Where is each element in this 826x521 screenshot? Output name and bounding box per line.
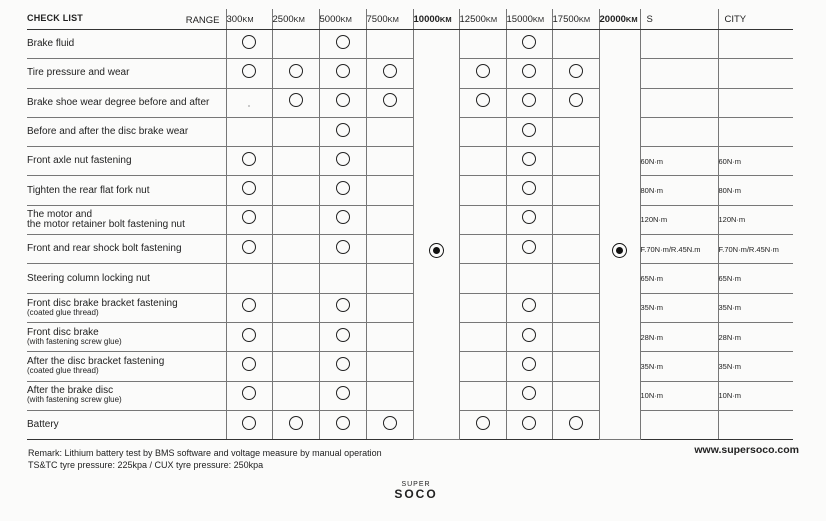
mark-cell xyxy=(272,117,319,146)
tyre-pressure-text: TS&TC tyre pressure: 225kpa / CUX tyre pressure: 250kpa xyxy=(28,460,264,470)
item-cell xyxy=(27,205,226,234)
torque-city-cell: 28N·m xyxy=(718,322,793,351)
remark-block xyxy=(28,447,382,471)
item-sublabel: (coated glue thread) xyxy=(27,307,99,317)
mark-cell xyxy=(226,322,272,351)
item-label: Tire pressure and wear xyxy=(27,67,130,79)
mark-cell xyxy=(226,147,272,176)
mark-cell xyxy=(226,352,272,381)
check-circle-mark xyxy=(336,328,350,342)
mark-cell xyxy=(366,264,413,293)
item-label: Front and rear shock bolt fastening xyxy=(27,243,182,255)
mark-cell xyxy=(319,264,366,293)
check-circle-mark xyxy=(522,416,536,430)
check-circle-mark xyxy=(522,181,536,195)
faint-dot-mark xyxy=(248,105,250,107)
item-sublabel: (with fastening screw glue) xyxy=(27,336,122,346)
mark-cell xyxy=(272,381,319,410)
mark-cell xyxy=(459,235,506,264)
mark-cell xyxy=(506,235,552,264)
check-circle-mark xyxy=(569,64,583,78)
mark-cell xyxy=(506,205,552,234)
torque-city-cell: F.70N·m/R.45N·m xyxy=(718,235,793,264)
table-row xyxy=(27,59,793,88)
check-circle-mark xyxy=(242,181,256,195)
item-label: Tighten the rear flat fork nut xyxy=(27,184,150,196)
mark-cell xyxy=(459,117,506,146)
interval-unit: KM xyxy=(578,14,591,24)
header-row xyxy=(27,9,793,30)
item-cell xyxy=(27,264,226,293)
remark-text: Remark: Lithium battery test by BMS software and voltage measure by manual operation xyxy=(28,448,382,458)
item-cell xyxy=(27,30,226,59)
mark-cell xyxy=(272,264,319,293)
torque-city-cell: 80N·m xyxy=(718,176,793,205)
interval-header-4 xyxy=(413,9,459,30)
mark-cell xyxy=(552,264,599,293)
mark-cell xyxy=(366,322,413,351)
mark-cell xyxy=(459,59,506,88)
mark-cell xyxy=(506,381,552,410)
mark-cell xyxy=(459,381,506,410)
mark-cell xyxy=(319,205,366,234)
interval-unit: KM xyxy=(439,14,452,24)
check-circle-mark xyxy=(242,298,256,312)
item-cell xyxy=(27,410,226,439)
mark-cell xyxy=(552,205,599,234)
interval-header-3 xyxy=(366,9,413,30)
torque-s-cell: 35N·m xyxy=(640,352,718,381)
mark-cell xyxy=(459,293,506,322)
mark-cell xyxy=(552,59,599,88)
item-label: Battery xyxy=(27,419,59,430)
check-circle-mark xyxy=(336,298,350,312)
check-circle-mark xyxy=(383,64,397,78)
interval-header-2 xyxy=(319,9,366,30)
item-label: After the brake disc xyxy=(27,385,114,397)
mark-cell xyxy=(506,176,552,205)
full-inspection-mark xyxy=(429,243,444,258)
table-row xyxy=(27,381,793,410)
item-cell xyxy=(27,88,226,117)
mark-cell xyxy=(366,410,413,439)
check-circle-mark xyxy=(242,152,256,166)
check-circle-mark xyxy=(569,416,583,430)
item-cell xyxy=(27,293,226,322)
mark-cell xyxy=(226,205,272,234)
mark-cell xyxy=(319,381,366,410)
mark-cell xyxy=(272,176,319,205)
mark-cell xyxy=(459,322,506,351)
torque-city-cell: 35N·m xyxy=(718,352,793,381)
mark-cell xyxy=(459,147,506,176)
interval-unit: KM xyxy=(387,14,399,24)
torque-s-cell xyxy=(640,117,718,146)
torque-s-cell: 120N·m xyxy=(640,205,718,234)
mark-cell xyxy=(226,88,272,117)
torque-city-cell xyxy=(718,410,793,439)
full-inspection-mark xyxy=(612,243,627,258)
torque-s-cell: 65N·m xyxy=(640,264,718,293)
check-circle-mark xyxy=(242,357,256,371)
interval-column-4 xyxy=(413,30,459,440)
check-circle-mark xyxy=(522,152,536,166)
mark-cell xyxy=(552,381,599,410)
interval-unit: KM xyxy=(293,14,305,24)
torque-s-cell: 60N·m xyxy=(640,147,718,176)
mark-cell xyxy=(366,30,413,59)
mark-cell xyxy=(459,264,506,293)
check-circle-mark xyxy=(522,64,536,78)
range-label: RANGE xyxy=(185,14,220,26)
mark-cell xyxy=(366,381,413,410)
mark-cell xyxy=(272,235,319,264)
item-cell xyxy=(27,176,226,205)
mark-cell xyxy=(506,410,552,439)
check-circle-mark xyxy=(242,386,256,400)
checklist-title: CHECK LIST xyxy=(27,12,83,23)
mark-cell xyxy=(319,117,366,146)
checklist-header-cell xyxy=(27,9,226,30)
torque-city-cell xyxy=(718,59,793,88)
check-circle-mark xyxy=(522,123,536,137)
maintenance-checklist-table xyxy=(27,9,793,440)
table-row xyxy=(27,176,793,205)
item-label: Brake shoe wear degree before and after xyxy=(27,96,210,108)
table-row xyxy=(27,293,793,322)
item-label: Front disc brake bracket fastening xyxy=(27,297,178,309)
check-circle-mark xyxy=(336,64,350,78)
check-circle-mark xyxy=(242,416,256,430)
check-circle-mark xyxy=(522,210,536,224)
mark-cell xyxy=(506,322,552,351)
mark-cell xyxy=(552,235,599,264)
mark-cell xyxy=(366,147,413,176)
torque-city-cell: 120N·m xyxy=(718,205,793,234)
mark-cell xyxy=(272,147,319,176)
mark-cell xyxy=(552,176,599,205)
item-sublabel: (coated glue thread) xyxy=(27,366,99,376)
interval-unit: KM xyxy=(485,14,498,24)
interval-value: 300 xyxy=(226,13,243,25)
mark-cell xyxy=(506,88,552,117)
mark-cell xyxy=(552,30,599,59)
mark-cell xyxy=(226,176,272,205)
torque-s-cell xyxy=(640,30,718,59)
mark-cell xyxy=(506,352,552,381)
item-label: Front axle nut fastening xyxy=(27,155,132,167)
check-circle-mark xyxy=(336,123,350,137)
table-row xyxy=(27,30,793,59)
item-cell xyxy=(27,352,226,381)
torque-s-cell: 35N·m xyxy=(640,293,718,322)
torque-city-cell: 65N·m xyxy=(718,264,793,293)
check-circle-mark xyxy=(522,328,536,342)
table-row xyxy=(27,147,793,176)
interval-header-7 xyxy=(552,9,599,30)
interval-unit: KM xyxy=(625,14,638,24)
mark-cell xyxy=(506,264,552,293)
mark-cell xyxy=(459,410,506,439)
mark-cell xyxy=(506,59,552,88)
mark-cell xyxy=(552,147,599,176)
mark-cell xyxy=(319,410,366,439)
torque-s-cell: 28N·m xyxy=(640,322,718,351)
mark-cell xyxy=(366,293,413,322)
mark-cell xyxy=(366,176,413,205)
check-circle-mark xyxy=(289,64,303,78)
super-soco-logo xyxy=(386,481,446,501)
mark-cell xyxy=(552,410,599,439)
mark-cell xyxy=(319,352,366,381)
mark-cell xyxy=(226,117,272,146)
mark-cell xyxy=(366,117,413,146)
item-label: The motor and xyxy=(27,208,93,220)
check-circle-mark xyxy=(289,416,303,430)
torque-city-cell xyxy=(718,117,793,146)
mark-cell xyxy=(459,88,506,117)
interval-header-0 xyxy=(226,9,272,30)
mark-cell xyxy=(272,322,319,351)
check-circle-mark xyxy=(522,93,536,107)
column-city-header xyxy=(718,9,793,30)
interval-value: 2500 xyxy=(272,13,294,25)
mark-cell xyxy=(459,30,506,59)
mark-cell xyxy=(366,235,413,264)
mark-cell xyxy=(272,352,319,381)
mark-cell xyxy=(366,352,413,381)
mark-cell xyxy=(366,205,413,234)
interval-unit: KM xyxy=(532,14,545,24)
item-cell xyxy=(27,117,226,146)
check-circle-mark xyxy=(336,357,350,371)
item-label-line2: the motor retainer bolt fastening nut xyxy=(27,218,185,230)
mark-cell xyxy=(272,293,319,322)
check-circle-mark xyxy=(242,240,256,254)
interval-value: 10000 xyxy=(413,13,440,25)
check-circle-mark xyxy=(336,35,350,49)
check-circle-mark xyxy=(476,64,490,78)
mark-cell xyxy=(506,147,552,176)
check-circle-mark xyxy=(522,35,536,49)
torque-city-cell: 10N·m xyxy=(718,381,793,410)
mark-cell xyxy=(319,88,366,117)
mark-cell xyxy=(319,322,366,351)
mark-cell xyxy=(366,59,413,88)
check-circle-mark xyxy=(336,416,350,430)
check-circle-mark xyxy=(522,240,536,254)
torque-city-cell xyxy=(718,30,793,59)
check-circle-mark xyxy=(336,386,350,400)
check-circle-mark xyxy=(383,93,397,107)
mark-cell xyxy=(226,293,272,322)
interval-header-8 xyxy=(599,9,640,30)
torque-s-cell: 10N·m xyxy=(640,381,718,410)
check-circle-mark xyxy=(336,93,350,107)
mark-cell xyxy=(226,30,272,59)
mark-cell xyxy=(226,59,272,88)
item-label: Steering column locking nut xyxy=(27,272,150,284)
item-label: After the disc bracket fastening xyxy=(27,356,165,368)
interval-header-6 xyxy=(506,9,552,30)
mark-cell xyxy=(319,147,366,176)
mark-cell xyxy=(506,117,552,146)
mark-cell xyxy=(226,235,272,264)
item-label: Before and after the disc brake wear xyxy=(27,126,189,138)
mark-cell xyxy=(319,30,366,59)
mark-cell xyxy=(226,264,272,293)
mark-cell xyxy=(226,410,272,439)
column-label: S xyxy=(646,13,653,25)
item-label: Front disc brake xyxy=(27,326,99,338)
check-circle-mark xyxy=(242,328,256,342)
check-circle-mark xyxy=(242,210,256,224)
logo-soco-text: SOCO xyxy=(394,487,438,501)
torque-city-cell: 35N·m xyxy=(718,293,793,322)
item-cell xyxy=(27,147,226,176)
mark-cell xyxy=(319,59,366,88)
check-circle-mark xyxy=(522,386,536,400)
check-circle-mark xyxy=(336,210,350,224)
mark-cell xyxy=(272,59,319,88)
check-circle-mark xyxy=(336,152,350,166)
interval-unit: KM xyxy=(340,14,352,24)
column-label: CITY xyxy=(724,13,747,25)
check-circle-mark xyxy=(336,240,350,254)
mark-cell xyxy=(319,293,366,322)
check-circle-mark xyxy=(476,416,490,430)
column-s-header xyxy=(640,9,718,30)
table-row xyxy=(27,235,793,264)
logo-super-text: SUPER xyxy=(401,481,431,488)
website-link[interactable]: www.supersoco.com xyxy=(694,444,799,456)
mark-cell xyxy=(552,88,599,117)
mark-cell xyxy=(506,293,552,322)
check-circle-mark xyxy=(242,35,256,49)
interval-value: 12500 xyxy=(459,13,486,25)
item-cell xyxy=(27,322,226,351)
mark-cell xyxy=(552,322,599,351)
torque-s-cell xyxy=(640,59,718,88)
check-circle-mark xyxy=(242,64,256,78)
torque-s-cell: F.70N·m/R.45N.m xyxy=(640,235,718,264)
table-row xyxy=(27,264,793,293)
interval-value: 15000 xyxy=(506,13,533,25)
mark-cell xyxy=(226,381,272,410)
interval-header-1 xyxy=(272,9,319,30)
table-row xyxy=(27,88,793,117)
table-row xyxy=(27,117,793,146)
table-row xyxy=(27,410,793,439)
mark-cell xyxy=(459,205,506,234)
table-row xyxy=(27,322,793,351)
interval-value: 17500 xyxy=(552,13,579,25)
item-cell xyxy=(27,381,226,410)
interval-value: 20000 xyxy=(599,13,626,25)
mark-cell xyxy=(552,293,599,322)
mark-cell xyxy=(319,235,366,264)
check-circle-mark xyxy=(289,93,303,107)
check-circle-mark xyxy=(522,298,536,312)
torque-city-cell: 60N·m xyxy=(718,147,793,176)
mark-cell xyxy=(459,176,506,205)
torque-s-cell xyxy=(640,410,718,439)
mark-cell xyxy=(552,117,599,146)
check-circle-mark xyxy=(476,93,490,107)
torque-s-cell xyxy=(640,88,718,117)
mark-cell xyxy=(506,30,552,59)
item-cell xyxy=(27,59,226,88)
interval-column-8 xyxy=(599,30,640,440)
torque-city-cell xyxy=(718,88,793,117)
mark-cell xyxy=(552,352,599,381)
mark-cell xyxy=(319,176,366,205)
mark-cell xyxy=(272,205,319,234)
check-circle-mark xyxy=(336,181,350,195)
mark-cell xyxy=(272,410,319,439)
table-row xyxy=(27,205,793,234)
mark-cell xyxy=(366,88,413,117)
mark-cell xyxy=(272,30,319,59)
torque-s-cell: 80N·m xyxy=(640,176,718,205)
interval-unit: KM xyxy=(242,14,254,24)
item-cell xyxy=(27,235,226,264)
mark-cell xyxy=(459,352,506,381)
table-row xyxy=(27,352,793,381)
interval-value: 5000 xyxy=(319,13,341,25)
mark-cell xyxy=(272,88,319,117)
check-circle-mark xyxy=(522,357,536,371)
interval-value: 7500 xyxy=(366,13,388,25)
check-circle-mark xyxy=(383,416,397,430)
check-circle-mark xyxy=(569,93,583,107)
interval-header-5 xyxy=(459,9,506,30)
item-sublabel: (with fastening screw glue) xyxy=(27,395,122,405)
item-label: Brake fluid xyxy=(27,38,75,50)
